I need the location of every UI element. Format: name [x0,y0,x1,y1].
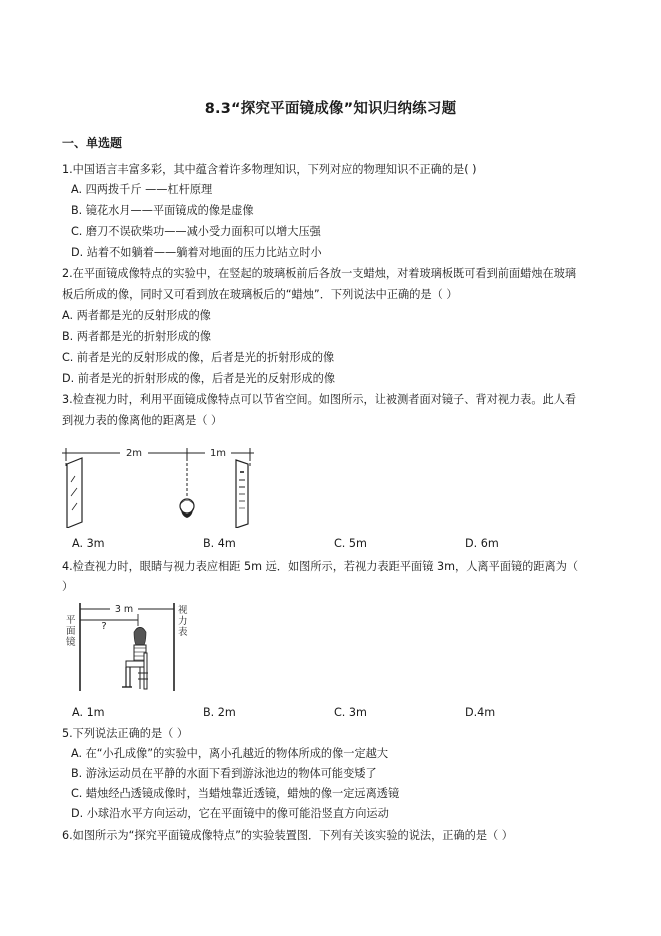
question-1-option-c: C. 磨刀不误砍柴功——减小受力面积可以增大压强 [71,225,321,238]
question-2-stem-line2: 板后所成的像，同时又可看到放在玻璃板后的“蜡烛”．下列说法中正确的是（ ） [62,288,458,301]
figure-question-mark: ? [101,621,107,632]
question-5-option-a: A. 在“小孔成像”的实验中，离小孔越近的物体所成的像一定越大 [71,747,389,760]
figure-distance-1m: 1m [209,448,227,459]
figure-dim-3m: 3 m [114,604,134,615]
question-3-stem-line2: 到视力表的像离他的距离是（ ） [62,414,223,427]
mirror-icon [67,458,82,528]
question-5-option-c: C. 蜡烛经凸透镜成像时，当蜡烛靠近透镜，蜡烛的像一定远离透镜 [71,787,400,800]
question-3-option-c: C. 5m [334,537,367,550]
question-2-option-c: C. 前者是光的反射形成的像，后者是光的折射形成的像 [62,351,335,364]
question-2-option-a: A. 两者都是光的反射形成的像 [62,309,211,322]
question-3-option-d: D. 6m [465,537,499,550]
question-3-options [72,537,592,553]
question-3-option-a: A. 3m [72,537,105,550]
mirror-label-text: 平面镜 [66,615,76,648]
question-4-option-b: B. 2m [203,706,236,719]
question-5-option-d: D. 小球沿水平方向运动，它在平面镜中的像可能沿竖直方向运动 [71,807,389,820]
question-2-option-d: D. 前者是光的折射形成的像，后者是光的反射形成的像 [62,372,336,385]
question-1-stem: 1.中国语言丰富多彩，其中蕴含着许多物理知识，下列对应的物理知识不正确的是( ) [62,163,477,176]
question-1-option-b: B. 镜花水月——平面镜成的像是虚像 [71,204,254,217]
figure-distance-2m: 2m [125,448,143,459]
seated-person-icon [122,628,148,690]
question-2-stem-line1: 2.在平面镜成像特点的实验中，在竖起的玻璃板前后各放一支蜡烛，对着玻璃板既可看到前面蜡烛在玻璃 [62,267,577,280]
question-4-option-a: A. 1m [72,706,105,719]
question-4-option-d: D.4m [465,706,496,719]
question-4-options [72,706,592,722]
question-5-option-b: B. 游泳运动员在平静的水面下看到游泳池边的物体可能变矮了 [71,767,377,780]
page-title: 8.3“探究平面镜成像”知识归纳练习题 [204,101,457,117]
question-2-option-b: B. 两者都是光的折射形成的像 [62,330,212,343]
question-3-option-b: B. 4m [203,537,236,550]
question-3-figure [62,436,262,528]
question-4-figure [62,601,194,693]
question-1-option-d: D. 站着不如躺着——躺着对地面的压力比站立时小 [71,246,322,259]
question-6-stem: 6.如图所示为“探究平面镜成像特点”的实验装置图．下列有关该实验的说法，正确的是（ ） [62,829,513,842]
question-1-option-a: A. 四两拨千斤 ——杠杆原理 [71,183,213,196]
question-4-stem-line2: ） [62,580,74,593]
person-head-icon [180,499,194,518]
question-5-stem: 5.下列说法正确的是（ ） [62,727,189,740]
eye-chart-label-text: 视力表 [178,605,188,638]
section-heading: 一、单选题 [62,136,123,150]
question-3-stem-line1: 3.检查视力时，利用平面镜成像特点可以节省空间。如图所示，让被测者面对镜子、背对视力表。此人看 [62,393,577,406]
question-4-stem-line1: 4.检查视力时，眼睛与视力表应相距 5m 远．如图所示，若视力表距平面镜 3m，人离平面镜的距离为（ [62,560,579,573]
question-4-option-c: C. 3m [334,706,367,719]
mirror-label [66,615,76,648]
